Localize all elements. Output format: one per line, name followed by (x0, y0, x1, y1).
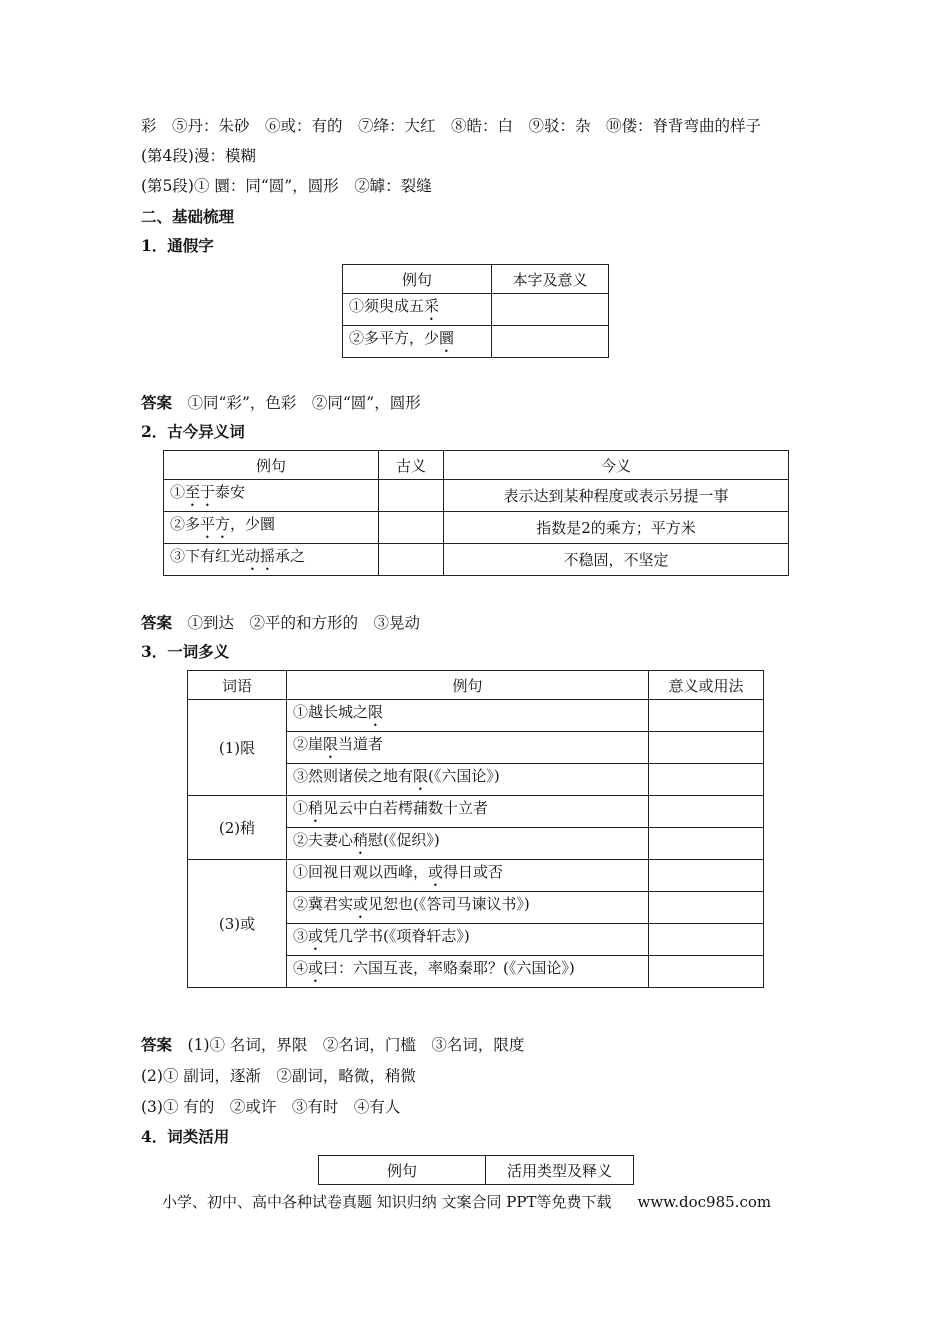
s3-header-word: 词语 (188, 671, 287, 700)
s4-header-usage: 活用类型及释义 (486, 1156, 634, 1185)
s3-table (187, 670, 764, 988)
s2-ancient-cell (379, 480, 444, 512)
s3-word-cell: (1)限 (188, 700, 287, 796)
s3-answer-line: (2)① 副词，逐渐 ②副词，略微，稍微 (141, 1067, 416, 1085)
s3-meaning-cell (649, 732, 764, 764)
s1-answer: 答案 ①同“彩”，色彩 ②同“圆”，圆形 (141, 393, 421, 412)
s2-answer: 答案 ①到达 ②平的和方形的 ③晃动 (141, 613, 421, 632)
s3-meaning-cell (649, 828, 764, 860)
s3-meaning-cell (649, 700, 764, 732)
text-line: (第4段)漫：模糊 (141, 147, 256, 165)
s3-meaning-cell (649, 860, 764, 892)
s1-answer-cell (492, 326, 609, 358)
s2-ancient-cell (379, 544, 444, 576)
s2-modern-cell: 指数是2的乘方；平方米 (444, 512, 789, 544)
s3-example-cell: ①越长城之限 (287, 700, 649, 732)
s1-example-cell: ②多平方，少圜 (343, 326, 492, 358)
s2-modern-cell: 不稳固，不坚定 (444, 544, 789, 576)
s1-example-cell: ①须臾成五采 (343, 294, 492, 326)
s3-header-meaning: 意义或用法 (649, 671, 764, 700)
s2-table (163, 450, 789, 576)
s3-meaning-cell (649, 956, 764, 988)
footer-text: 小学、初中、高中各种试卷真题 知识归纳 文案合同 PPT等免费下载 (162, 1193, 612, 1211)
s3-example-cell: ②夫妻心稍慰(《促织》) (287, 828, 649, 860)
s3-word-cell: (2)稍 (188, 796, 287, 860)
s2-example-cell: ②多平方，少圜 (164, 512, 379, 544)
s3-example-cell: ②冀君实或见恕也(《答司马谏议书》) (287, 892, 649, 924)
s3-meaning-cell (649, 796, 764, 828)
footer-url[interactable]: www.doc985.com (637, 1193, 772, 1211)
s1-table (342, 264, 609, 358)
s3-example-cell: ②崖限当道者 (287, 732, 649, 764)
s3-example-cell: ①稍见云中白若樗蒱数十立者 (287, 796, 649, 828)
s3-example-cell: ④或曰：六国互丧，率赂秦耶？(《六国论》) (287, 956, 649, 988)
s2-example-cell: ①至于泰安 (164, 480, 379, 512)
s1-header-meaning: 本字及意义 (492, 265, 609, 294)
s3-title: 3．一词多义 (141, 642, 230, 661)
s4-title: 4．词类活用 (141, 1127, 230, 1146)
s3-meaning-cell (649, 892, 764, 924)
page-footer (162, 1191, 771, 1212)
s2-header-example: 例句 (164, 451, 379, 480)
s3-example-cell: ①回视日观以西峰，或得日或否 (287, 860, 649, 892)
s3-word-cell: (3)或 (188, 860, 287, 988)
s2-header-modern: 今义 (444, 451, 789, 480)
s1-header-example: 例句 (343, 265, 492, 294)
s2-header-ancient: 古义 (379, 451, 444, 480)
s3-answer-line: (3)① 有的 ②或许 ③有时 ④有人 (141, 1098, 401, 1116)
s2-ancient-cell (379, 512, 444, 544)
text-line: (第5段)① 圜：同“圆”，圆形 ②罅：裂缝 (141, 177, 432, 195)
s3-example-cell: ③或凭几学书(《项脊轩志》) (287, 924, 649, 956)
s4-header-example: 例句 (319, 1156, 486, 1185)
s1-answer-cell (492, 294, 609, 326)
section-title: 二、基础梳理 (141, 207, 235, 226)
s1-title: 1．通假字 (141, 236, 214, 255)
s3-header-example: 例句 (287, 671, 649, 700)
text-line: 彩 ⑤丹：朱砂 ⑥或：有的 ⑦绛：大红 ⑧皓：白 ⑨驳：杂 ⑩偻：脊背弯曲的样子 (141, 117, 762, 135)
s2-example-cell: ③下有红光动摇承之 (164, 544, 379, 576)
s3-example-cell: ③然则诸侯之地有限(《六国论》) (287, 764, 649, 796)
s3-answer: 答案 (1)① 名词，界限 ②名词，门槛 ③名词，限度 (141, 1035, 525, 1054)
s3-meaning-cell (649, 764, 764, 796)
s2-modern-cell: 表示达到某种程度或表示另提一事 (444, 480, 789, 512)
s2-title: 2．古今异义词 (141, 422, 245, 441)
s4-table (318, 1155, 634, 1185)
s3-meaning-cell (649, 924, 764, 956)
